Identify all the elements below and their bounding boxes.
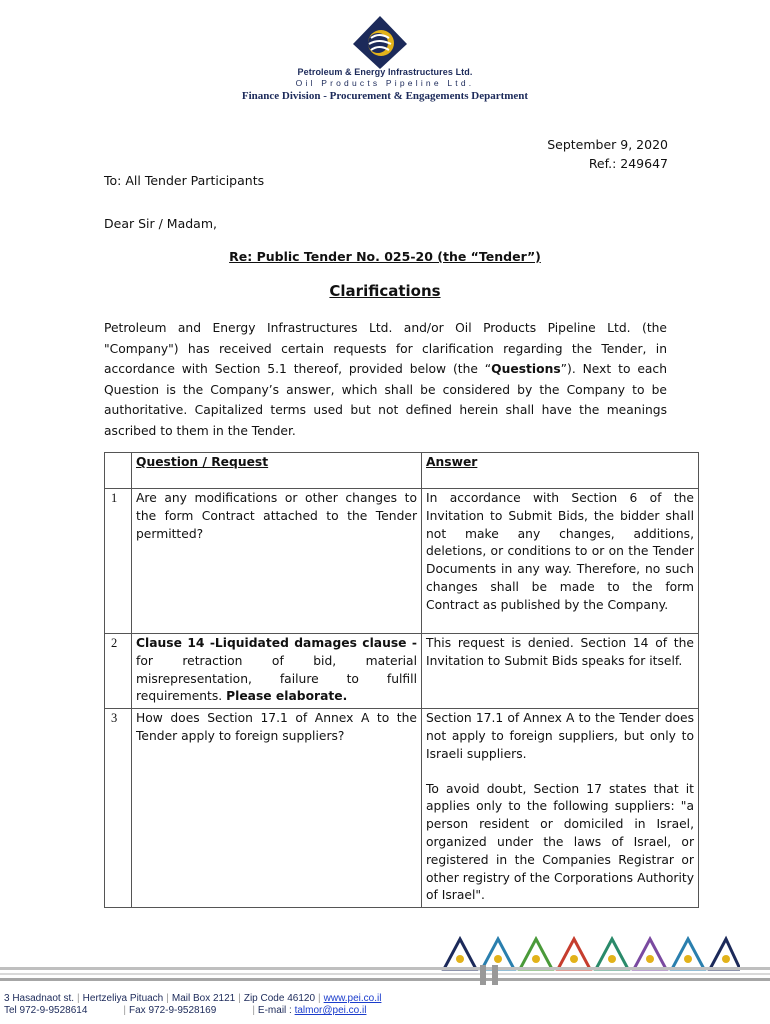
question-bold-end: Please elaborate. <box>226 689 348 704</box>
footer-city: Hertzeliya Pituach <box>82 993 164 1004</box>
header-num-cell <box>105 453 132 489</box>
row-number: 2 <box>105 634 132 709</box>
row-answer: This request is denied. Section 14 of the Invitation to Submit Bids speaks for itself. <box>422 634 699 709</box>
answer-paragraph-1: Section 17.1 of Annex A to the Tender does not apply to foreign suppliers, but only to Israeli suppliers. <box>426 711 694 761</box>
footer-pipeline-graphic-icon <box>0 965 770 985</box>
row-number: 3 <box>105 709 132 908</box>
row-question <box>132 634 422 709</box>
recipient: To: All Tender Participants <box>104 173 265 188</box>
document-heading: Clarifications <box>329 282 441 300</box>
row-answer <box>422 709 699 908</box>
row-question: Are any modifications or other changes to the form Contract attached to the Tender permitted? <box>132 489 422 634</box>
table-row <box>105 634 699 709</box>
footer-email-label: E-mail : <box>257 1005 295 1016</box>
footer-fax: Fax 972-9-9528169 <box>129 1005 217 1016</box>
company-name: Petroleum & Energy Infrastructures Ltd. <box>297 67 473 77</box>
table-row <box>105 709 699 908</box>
clarifications-table <box>104 452 699 908</box>
footer-mailbox: Mail Box 2121 <box>171 993 236 1004</box>
answer-paragraph-2: To avoid doubt, Section 17 states that it applies only to the following suppliers: "a person resident or domiciled in Israel, organized under the laws of Israel, or registered in the Companies Registrar or other registry of the Corporations Authority of Israel". <box>426 781 694 903</box>
company-logo-icon <box>349 14 411 70</box>
division-title: Finance Division - Procurement & Engagements Department <box>241 90 529 102</box>
footer-tel: Tel 972-9-9528614 <box>4 1005 88 1016</box>
intro-text-2: ”). Next to each Question is the Company’s answer, which shall be considered by the Company to be authoritative. Capitalized terms used but not defined herein shall have the meanings ascribed to them in the Tender. <box>104 362 667 438</box>
row-number: 1 <box>105 489 132 634</box>
row-answer: In accordance with Section 6 of the Invitation to Submit Bids, the bidder shall not make any changes, additions, deletions, or conditions to or on the Tender Documents in any way. Therefore, no such changes shall be made to the form Contract as published by the Company. <box>422 489 699 634</box>
letter-ref: Ref.: 249647 <box>588 156 668 171</box>
salutation: Dear Sir / Madam, <box>104 216 217 231</box>
header-answer: Answer <box>426 455 478 469</box>
question-bold-lead: Clause 14 -Liquidated damages clause - <box>136 636 417 650</box>
subject-line: Re: Public Tender No. 025-20 (the “Tender”) <box>229 249 541 264</box>
table-header-row <box>105 453 699 489</box>
footer-address-line: 3 Hasadnaot st. | Hertzeliya Pituach | Mail Box 2121 | Zip Code 46120 | www.pei.co.il <box>4 993 382 1004</box>
footer-zip: Zip Code 46120 <box>243 993 316 1004</box>
intro-text-1: Petroleum and Energy Infrastructures Ltd. and/or Oil Products Pipeline Ltd. (the "Company") has received certain requests for clarification regarding the Tender, in accordance with Section 5.1 thereof, provided below (the “ <box>104 321 667 376</box>
letter-date: September 9, 2020 <box>547 137 668 152</box>
footer-address: 3 Hasadnaot st. <box>4 993 75 1004</box>
company-subsidiary: Oil Products Pipeline Ltd. <box>295 78 475 88</box>
question-text: for retraction of bid, material misrepresentation, failure to fulfill requirements. <box>136 653 417 704</box>
email-link[interactable]: talmor@pei.co.il <box>294 1005 367 1016</box>
header-question: Question / Request <box>136 455 269 469</box>
header-question-cell <box>132 453 422 489</box>
intro-bold-term: Questions <box>491 362 561 376</box>
paragraph-gap <box>426 764 694 781</box>
table-row <box>105 489 699 634</box>
footer-contact-line: Tel 972-9-9528614 | Fax 972-9-9528169 | E-mail : talmor@pei.co.il <box>4 1005 367 1016</box>
intro-paragraph <box>104 318 667 441</box>
header-answer-cell <box>422 453 699 489</box>
website-link[interactable]: www.pei.co.il <box>323 993 382 1004</box>
row-question: How does Section 17.1 of Annex A to the Tender apply to foreign suppliers? <box>132 709 422 908</box>
